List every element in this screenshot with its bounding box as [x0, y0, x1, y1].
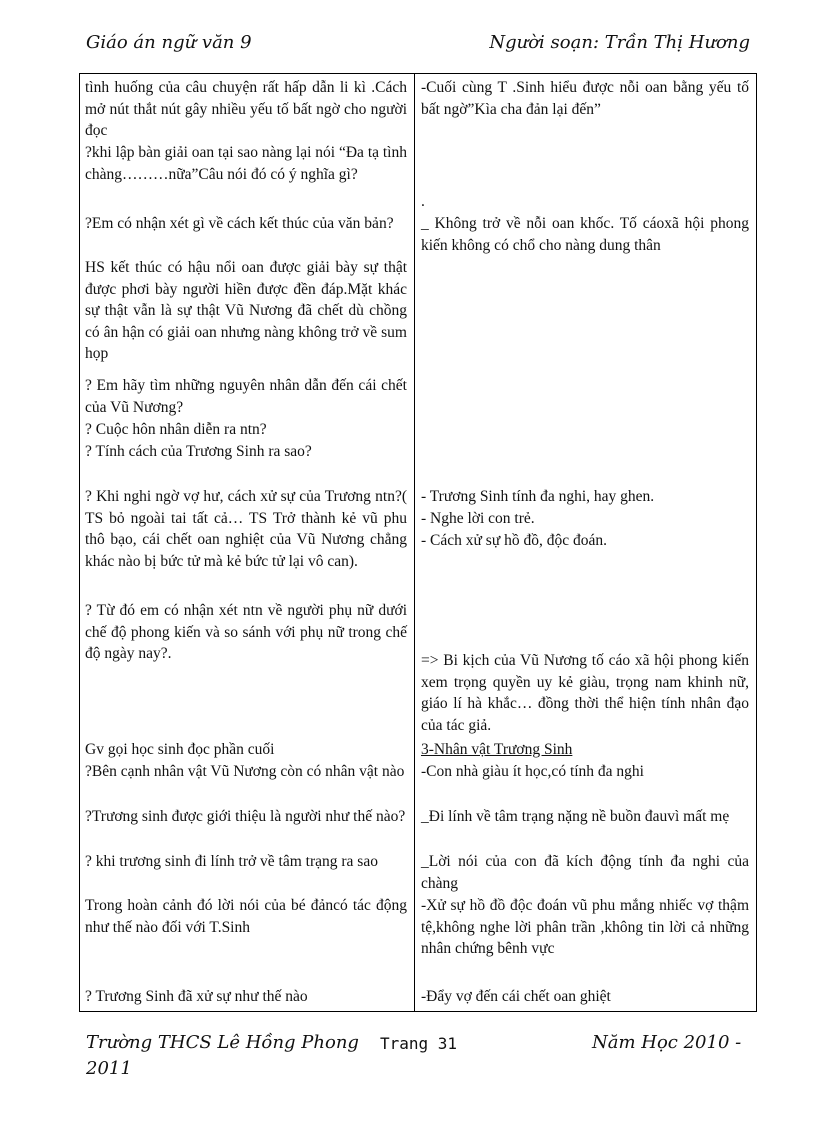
right-para: => Bi kịch của Vũ Nương tố cáo xã hội phong kiến xem trọng quyền uy kẻ giàu, trọng nam khinh nữ, giáo lí hà khắc… đồng thời thể hiện tính nhân đạo của tác giả. — [421, 652, 749, 734]
left-para: Gv gọi học sinh đọc phần cuối — [85, 741, 275, 758]
right-para: _ Không trở về nỗi oan khốc. Tố cáoxã hội phong kiến không có chổ cho nàng dung thân — [421, 215, 749, 254]
right-para: _Lời nói của con đã kích động tính đa nghi của chàng — [421, 853, 749, 892]
right-para: . — [421, 193, 425, 210]
right-para: _Đi lính về tâm trạng nặng nề buồn đauvì mất mẹ — [421, 808, 730, 825]
left-para: ?khi lập bàn giải oan tại sao nàng lại nói “Đa tạ tình chàng………nữa”Câu nói đó có ý nghĩa gì? — [85, 144, 407, 183]
footer-page-number: Trang 31 — [380, 1034, 458, 1053]
footer-school: Trường THCS Lê Hồng Phong — [86, 1032, 359, 1053]
right-para: -Cuối cùng T .Sinh hiểu được nỗi oan bằng yếu tố bất ngờ”Kìa cha đản lại đến” — [421, 79, 749, 118]
page-footer — [86, 1032, 750, 1102]
header-subject: Giáo án ngữ văn 9 — [86, 32, 252, 53]
right-para: - Trương Sinh tính đa nghi, hay ghen. — [421, 488, 655, 505]
right-para: -Xử sự hồ đồ độc đoán vũ phu mắng nhiếc vợ thậm tệ,không nghe lời phân trần ,không tin lời cả những nhân chứng bênh vực — [421, 897, 749, 957]
left-para: tình huống của câu chuyện rất hấp dẫn li kì .Cách mở nút thắt nút gây nhiều yếu tố bất ngờ cho người đọc — [85, 79, 407, 139]
lesson-table — [79, 73, 757, 1012]
left-para: ? Tính cách của Trương Sinh ra sao? — [85, 443, 312, 460]
left-para: ? Cuộc hôn nhân diễn ra ntn? — [85, 421, 267, 438]
left-para: ? khi trương sinh đi lính trở về tâm trạng ra sao — [85, 853, 378, 870]
left-para: ? Trương Sinh đã xử sự như thế nào — [85, 988, 308, 1005]
left-para: ? Em hãy tìm những nguyên nhân dẫn đến cái chết của Vũ Nương? — [85, 377, 407, 416]
left-para: ? Khi nghi ngờ vợ hư, cách xử sự của Trương ntn?( TS bỏ ngoài tai tất cả… TS Trở thành kẻ vũ phu thô bạo, cái chết oan nghiệt của Vũ Nương chẳng khác nào bị bức tử mà kẻ bức tử lại vô can). — [85, 488, 407, 570]
right-para: -Đẩy vợ đến cái chết oan ghiệt — [421, 988, 611, 1005]
footer-school-year-end: 2011 — [86, 1058, 132, 1079]
column-divider — [414, 74, 415, 1011]
left-para: Trong hoàn cảnh đó lời nói của bé đảncó tác động như thế nào đối với T.Sinh — [85, 897, 407, 936]
left-para: ?Bên cạnh nhân vật Vũ Nương còn có nhân vật nào — [85, 763, 405, 780]
right-para: - Cách xử sự hồ đồ, độc đoán. — [421, 532, 607, 549]
section-heading: 3-Nhân vật Trương Sinh — [421, 741, 573, 758]
footer-school-year: Năm Học 2010 - — [592, 1032, 742, 1053]
left-para: HS kết thúc có hậu nổi oan được giải bày sự thật được phơi bày người hiền được đền đáp.Mặt khác sự thật vẫn là sự thật Vũ Nương đã chết dù chồng có ân hận có giải oan nhưng nàng không trở về sum họp — [85, 259, 407, 362]
left-para: ?Trương sinh được giới thiệu là người như thế nào? — [85, 808, 406, 825]
right-para: - Nghe lời con trẻ. — [421, 510, 535, 527]
right-para: -Con nhà giàu ít học,có tính đa nghi — [421, 763, 644, 780]
left-para: ?Em có nhận xét gì về cách kết thúc của văn bản? — [85, 215, 394, 232]
page-header — [86, 32, 750, 60]
header-author: Người soạn: Trần Thị Hương — [489, 32, 750, 53]
left-para: ? Từ đó em có nhận xét ntn về người phụ nữ dưới chế độ phong kiến và so sánh với phụ nữ trong chế độ ngày nay?. — [85, 602, 407, 662]
